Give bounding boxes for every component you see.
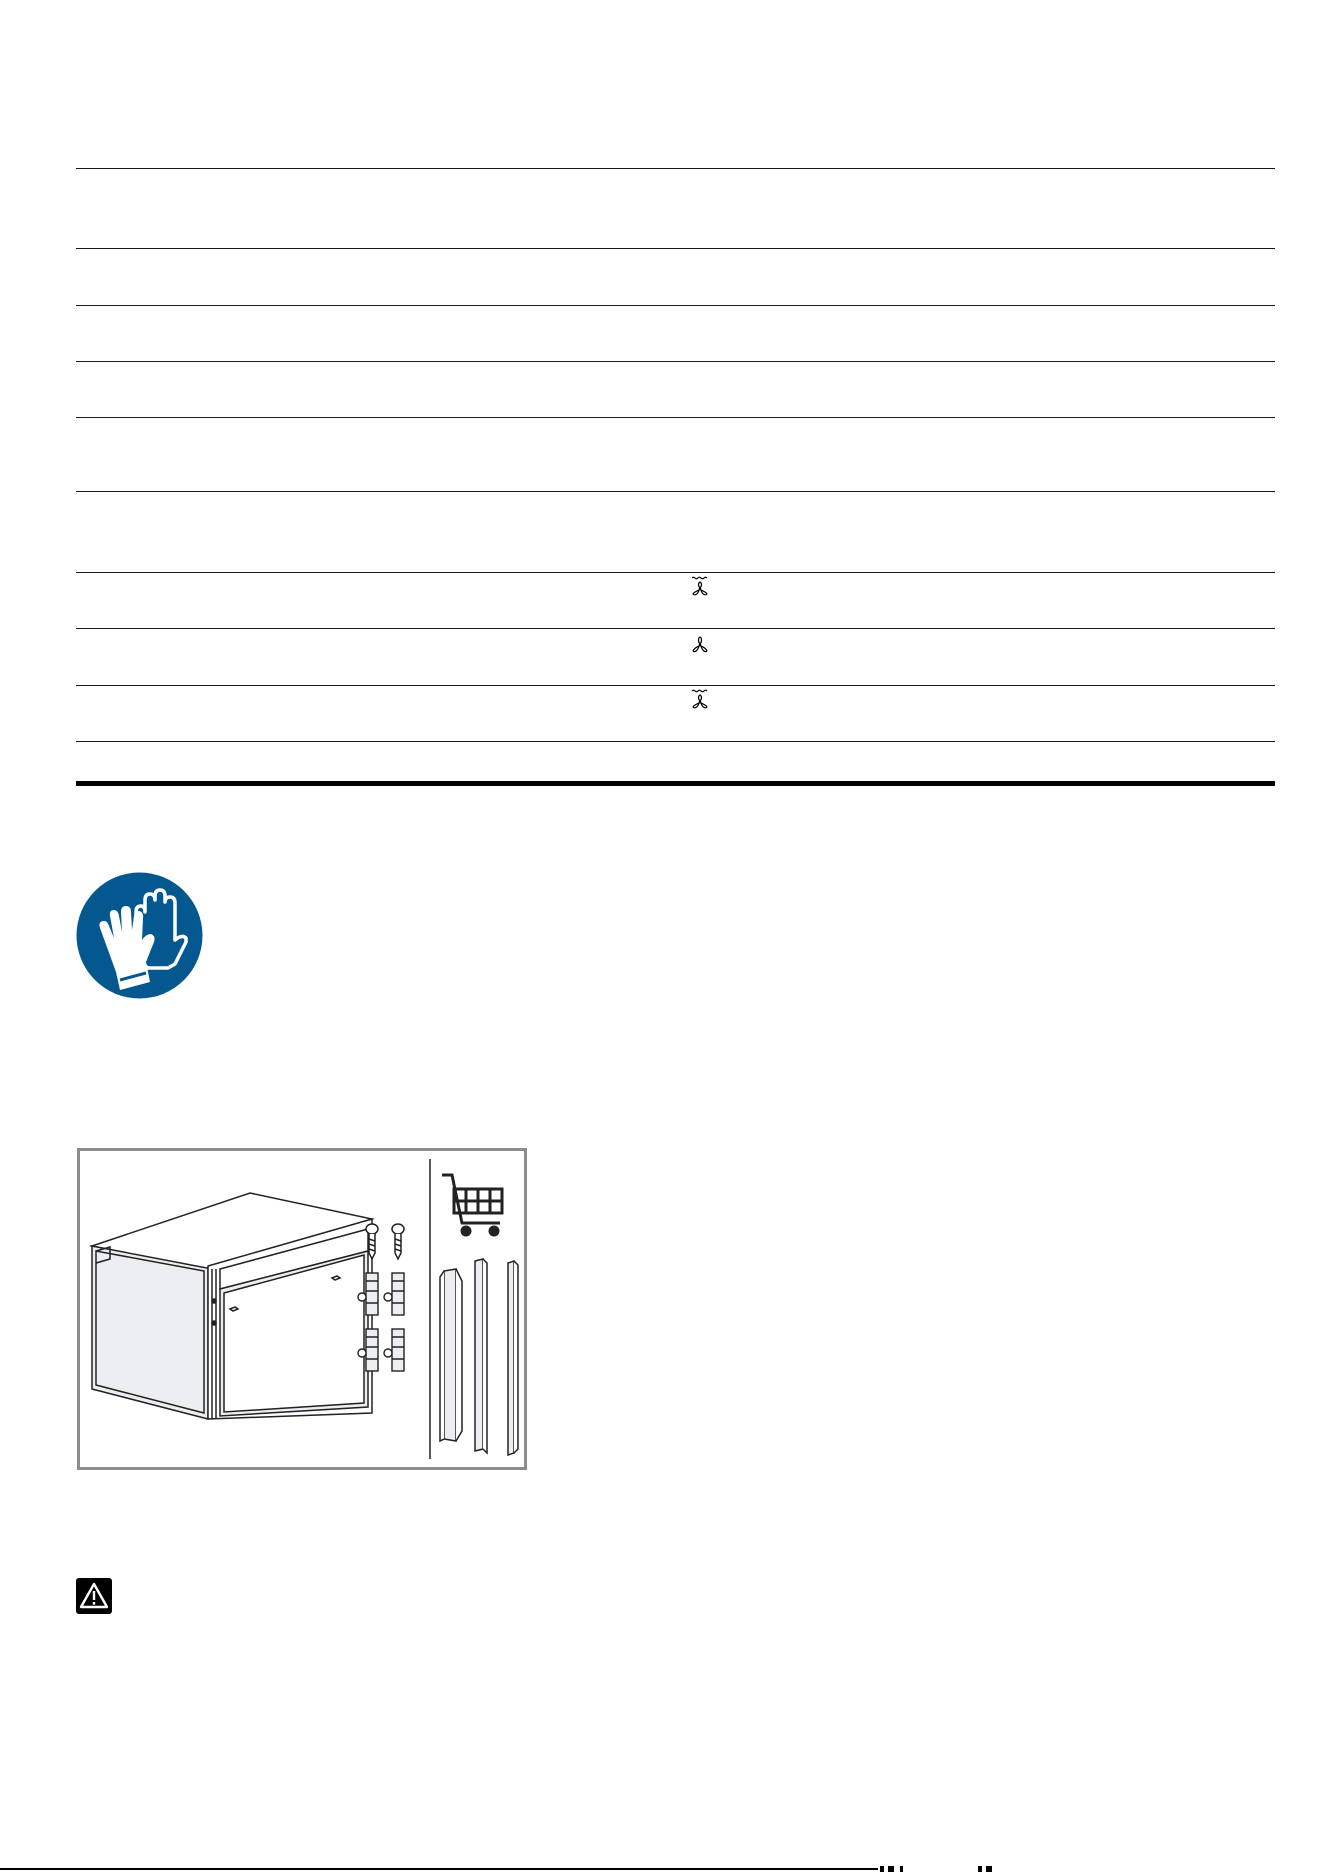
table-top-rule	[76, 168, 1275, 169]
footer-glyph	[978, 1866, 982, 1872]
table-row-divider	[76, 417, 1275, 418]
footer-glyph	[880, 1866, 884, 1872]
table-row-divider	[76, 305, 1275, 306]
fan-with-bottom-heat-icon	[689, 576, 711, 598]
screws	[366, 1224, 404, 1259]
shopping-cart-icon	[442, 1175, 502, 1235]
table-row-divider	[76, 248, 1275, 249]
table-row-divider	[76, 361, 1275, 362]
footer-glyph	[888, 1866, 894, 1872]
table-row-divider	[76, 685, 1275, 686]
warning-triangle-icon	[76, 1578, 112, 1614]
wear-gloves-icon	[76, 872, 203, 999]
fan-icon	[689, 634, 711, 656]
handle	[440, 1269, 462, 1441]
fan-with-bottom-heat-icon	[689, 689, 711, 711]
table-row-divider	[76, 572, 1275, 573]
table-row-divider	[76, 628, 1275, 629]
table-row-divider	[76, 741, 1275, 742]
footer-rule	[0, 1868, 878, 1870]
footer-glyph	[900, 1866, 903, 1872]
footer-glyph	[986, 1866, 992, 1872]
table-bottom-rule	[76, 781, 1275, 786]
table-row-divider	[76, 491, 1275, 492]
appliance-parts-illustration	[77, 1148, 527, 1470]
trim-strips	[475, 1259, 518, 1455]
oven-unit	[92, 1193, 372, 1419]
